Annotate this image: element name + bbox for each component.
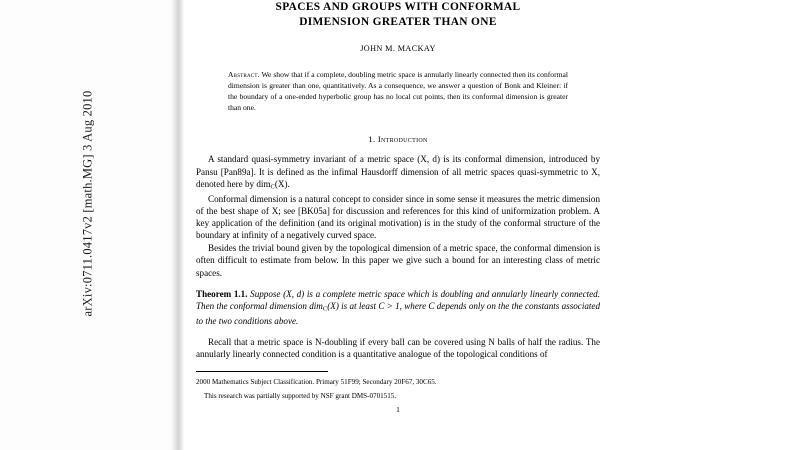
theorem-1-1 [196, 288, 600, 327]
arxiv-identifier-stamp: arXiv:0711.0417v2 [math.MG] 3 Aug 2010 [80, 90, 95, 317]
page-number: 1 [396, 405, 400, 415]
paragraph-2: Conformal dimension is a natural concept to consider since in some sense it measures the metric dimension of the best shape of X; see [BK05a] for discussion and references for this kind of uniformization problem. A key application of the definition (and its original motivation) is in the study of the conformal structure of the boundary at infinity of a negatively curved space. [196, 193, 600, 241]
section-heading-introduction [196, 134, 600, 144]
abstract-text: We show that if a complete, doubling metric space is annularly linearly connected then its conformal dimension is greater than one, quantitatively. As a consequence, we answer a question of Bonk and Kleiner: if the boundary of a one-ended hyperbolic group has no local cut points, then its conformal dimension is greater than one. [228, 70, 568, 112]
theorem-statement-a: Suppose (X, d) is a complete metric space which is doubling and annularly linearly connected. Then the conformal dimension dim [196, 288, 600, 312]
paper-content-column [196, 0, 600, 450]
section-title: Introduction [377, 134, 428, 145]
paragraph-1-tail: (X). [274, 178, 290, 189]
footnote-msc: 2000 Mathematics Subject Classification. Primary 51F99; Secondary 20F67, 30C65. [196, 378, 437, 387]
paragraph-1-subscript: C [270, 183, 275, 191]
title-line-2: DIMENSION GREATER THAN ONE [299, 15, 497, 28]
author-name: JOHN M. MACKAY [360, 44, 436, 54]
paragraph-3: Besides the trivial bound given by the topological dimension of a metric space, the conformal dimension is often difficult to estimate from below. In this paper we give such a bound for an interesting class of metric spaces. [196, 243, 600, 278]
theorem-label: Theorem 1.1. [196, 288, 248, 299]
paragraph-4: Recall that a metric space is N-doubling if every ball can be covered using N balls of half the radius. The annularly linearly connected condition is a quantitative analogue of the topological conditions of [196, 336, 600, 360]
abstract-block [228, 70, 568, 113]
footnote-funding: This research was partially supported by NSF grant DMS-0701515. [204, 392, 397, 401]
introduction-body [196, 153, 600, 279]
paragraph-1-text: A standard quasi-symmetry invariant of a metric space (X, d) is its conformal dimension, introduced by Pansu [Pan89a]. It is defined as the infimal Hausdorff dimension of all metric spaces quasi-symmetric to X, denoted here by dim [196, 154, 600, 189]
footnote-block [196, 377, 600, 401]
section-number: 1. [368, 134, 376, 145]
page-title [196, 0, 600, 29]
abstract-label: Abstract. [228, 70, 260, 80]
theorem-subscript: C [322, 305, 328, 313]
page-edge-shadow [170, 0, 184, 450]
introduction-body-continued [196, 336, 600, 361]
footnote-divider [196, 371, 328, 372]
theorem-statement-b: (X) is at least C > 1, where C depends only on the the constants associated to the two conditions above. [196, 301, 600, 326]
paragraph-1 [196, 153, 600, 192]
title-line-1: SPACES AND GROUPS WITH CONFORMAL [275, 1, 521, 13]
